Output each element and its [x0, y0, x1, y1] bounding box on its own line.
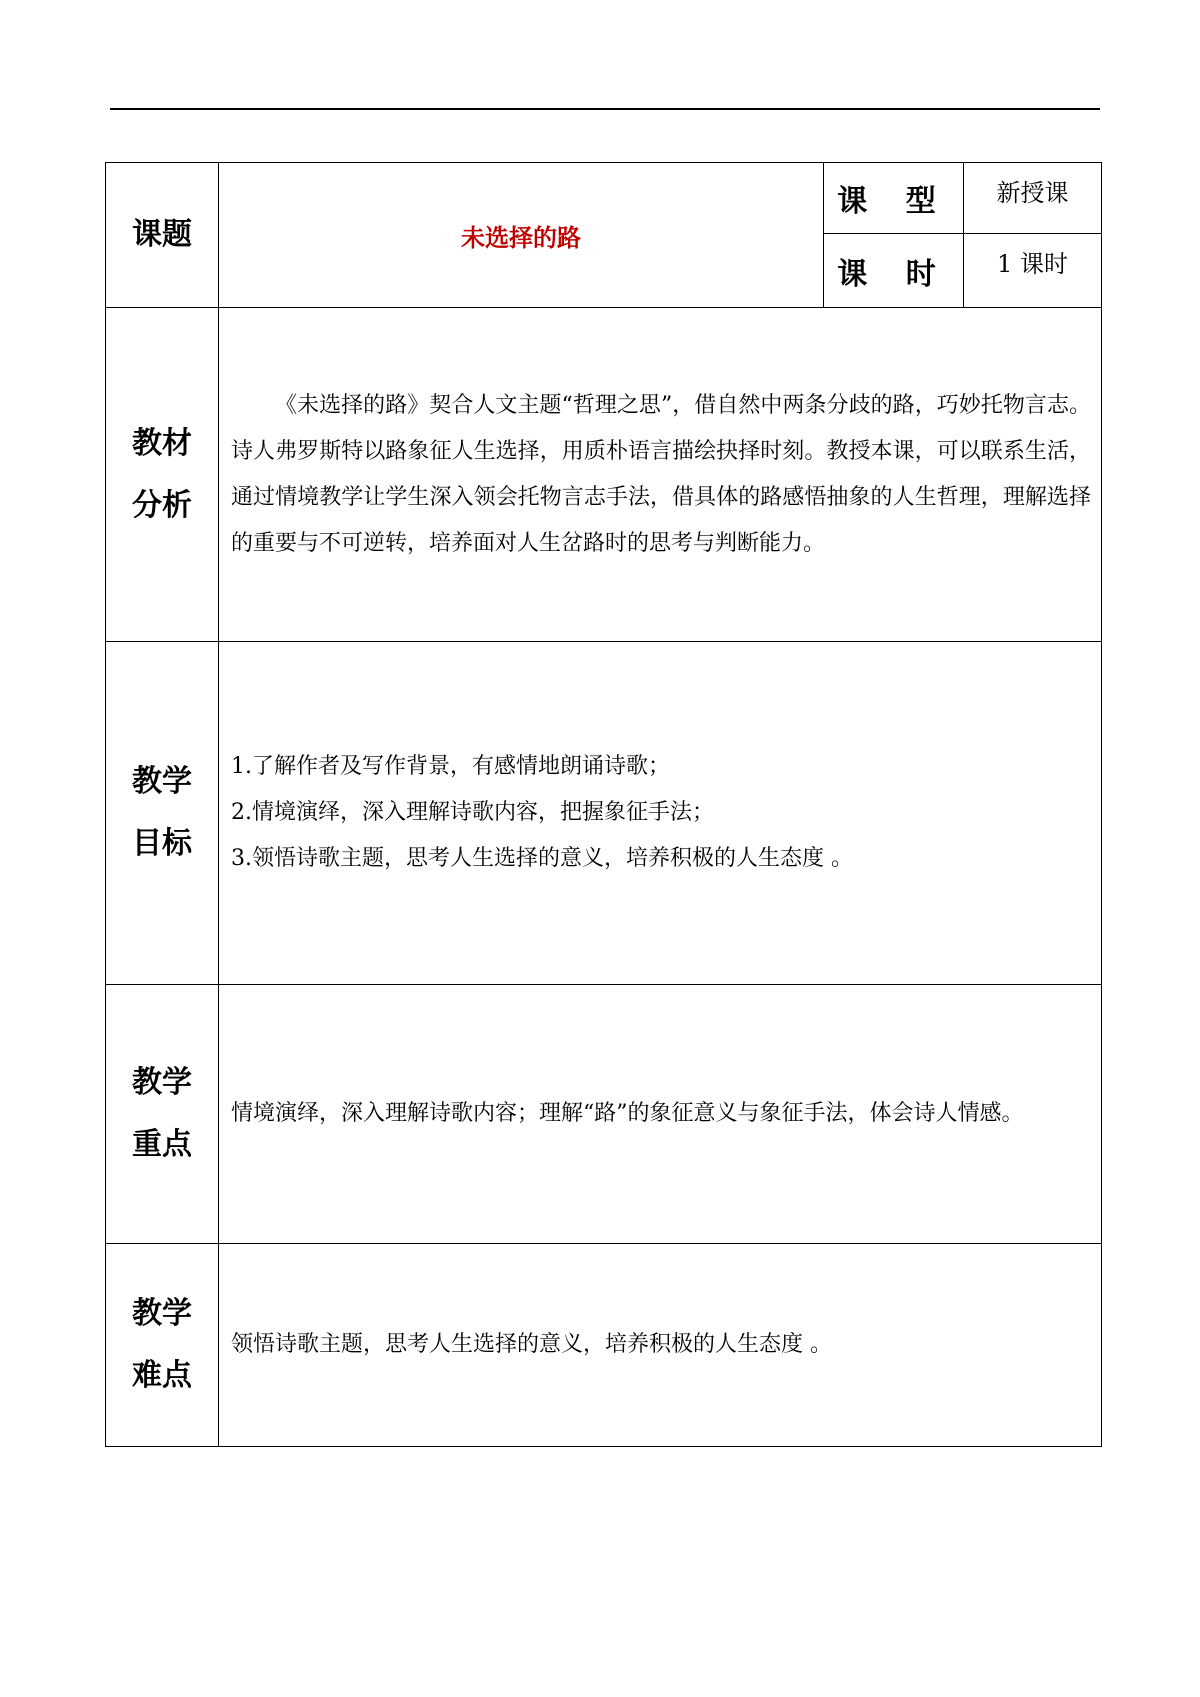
goal-item-3: 3.领悟诗歌主题，思考人生选择的意义，培养积极的人生态度 。 [231, 846, 853, 871]
key-points-label [106, 985, 219, 1244]
header-rule [110, 108, 1100, 110]
analysis-label-line2: 分析 [132, 487, 192, 523]
hours-label: 课 时 [824, 234, 964, 308]
analysis-label-line1: 教材 [132, 425, 192, 461]
goals-label [106, 642, 219, 985]
goals-label-line1: 教学 [132, 764, 192, 799]
difficulties-text: 领悟诗歌主题，思考人生选择的意义，培养积极的人生态度 。 [219, 1244, 1102, 1447]
lesson-plan-table [105, 162, 1102, 1447]
topic-row [106, 163, 1102, 234]
key-points-row [106, 985, 1102, 1244]
hours-value: 1 课时 [964, 234, 1102, 308]
topic-label: 课题 [106, 163, 219, 308]
key-points-text: 情境演绎，深入理解诗歌内容；理解“路”的象征意义与象征手法，体会诗人情感。 [219, 985, 1102, 1244]
type-label: 课 型 [824, 163, 964, 234]
difficulties-label [106, 1244, 219, 1447]
difficulties-label-line2: 难点 [132, 1358, 192, 1393]
goals-label-line2: 目标 [132, 826, 192, 861]
difficulties-row [106, 1244, 1102, 1447]
key-points-label-line2: 重点 [132, 1127, 192, 1162]
goals-list [219, 642, 1102, 985]
analysis-row [106, 308, 1102, 642]
analysis-text: 《未选择的路》契合人文主题“哲理之思”，借自然中两条分歧的路，巧妙托物言志。诗人弗罗斯特以路象征人生选择，用质朴语言描绘抉择时刻。教授本课，可以联系生活，通过情境教学让学生深入领会托物言志手法，借具体的路感悟抽象的人生哲理，理解选择的重要与不可逆转，培养面对人生岔路时的思考与判断能力。 [219, 308, 1102, 642]
difficulties-label-line1: 教学 [132, 1296, 192, 1331]
goal-item-2: 2.情境演绎，深入理解诗歌内容，把握象征手法； [231, 800, 714, 825]
topic-title: 未选择的路 [219, 163, 824, 308]
type-value: 新授课 [964, 163, 1102, 234]
key-points-label-line1: 教学 [132, 1065, 192, 1100]
goal-item-1: 1.了解作者及写作背景，有感情地朗诵诗歌； [231, 754, 670, 779]
analysis-label [106, 308, 219, 642]
goals-row [106, 642, 1102, 985]
